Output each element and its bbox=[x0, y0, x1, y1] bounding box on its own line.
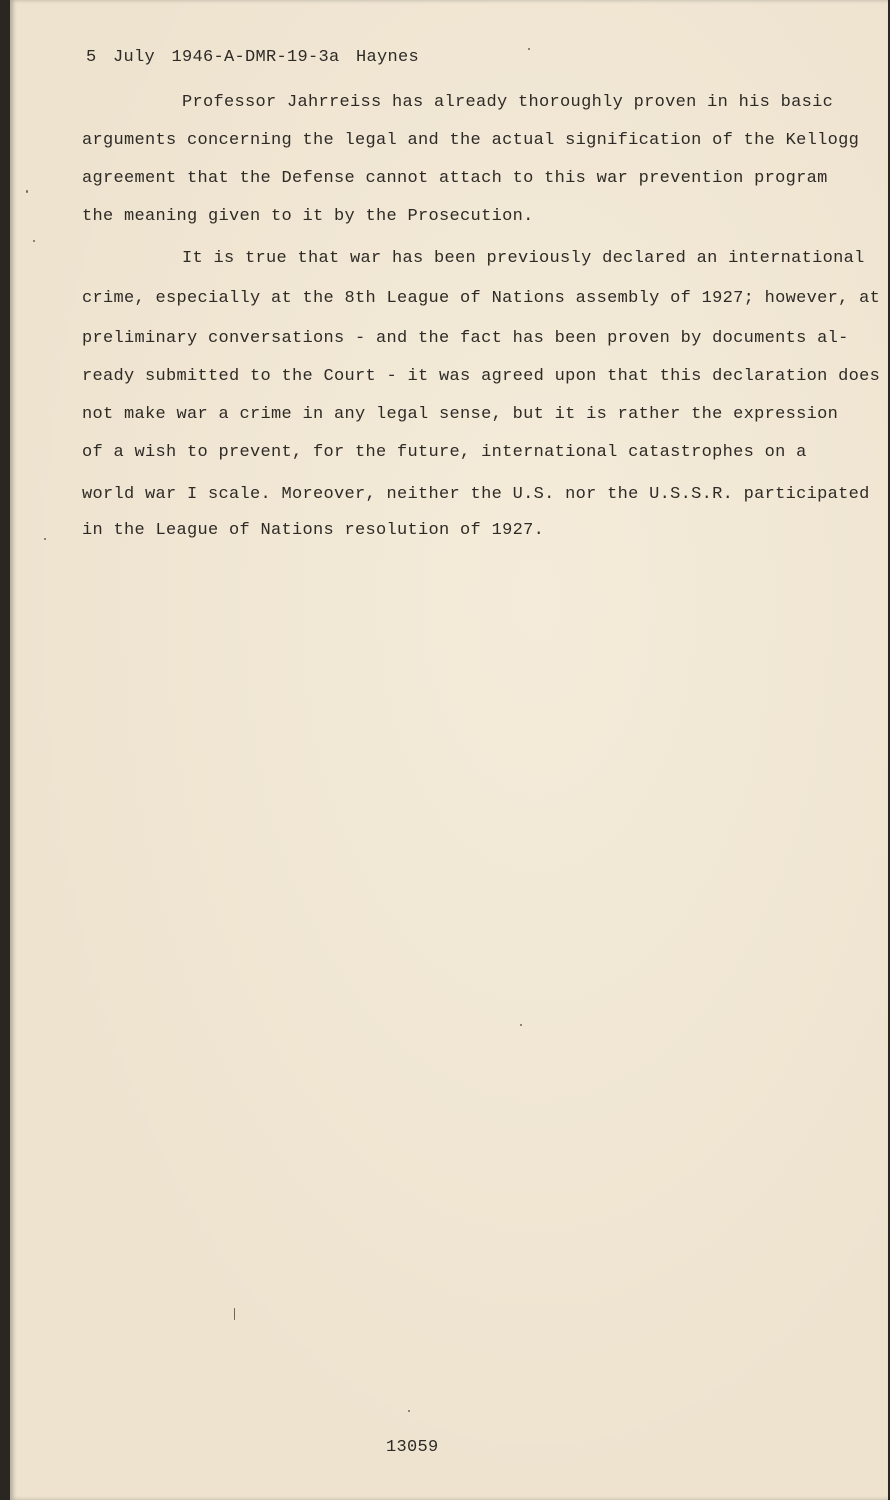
text-line: the meaning given to it by the Prosecution. bbox=[82, 207, 534, 226]
text-line: of a wish to prevent, for the future, international catastrophes on a bbox=[82, 443, 807, 462]
paper-mark bbox=[234, 1308, 235, 1320]
text-line: arguments concerning the legal and the actual signification of the Kellogg bbox=[82, 131, 860, 150]
paper-speck bbox=[528, 48, 530, 50]
text-line: Professor Jahrreiss has already thoroughly proven in his basic bbox=[182, 93, 834, 112]
paper-speck bbox=[44, 538, 46, 540]
text-line: It is true that war has been previously declared an international bbox=[182, 249, 865, 268]
text-line: ready submitted to the Court - it was agreed upon that this declaration does bbox=[82, 367, 881, 386]
text-line: in the League of Nations resolution of 1927. bbox=[82, 521, 545, 540]
document-header: 5 July 1946-A-DMR-19-3a Haynes bbox=[86, 48, 420, 67]
page-number: 13059 bbox=[386, 1438, 439, 1457]
text-line: world war I scale. Moreover, neither the U.S. nor the U.S.S.R. participated bbox=[82, 485, 870, 504]
text-line: not make war a crime in any legal sense, but it is rather the expression bbox=[82, 405, 839, 424]
paper-speck bbox=[26, 190, 28, 193]
paper-speck bbox=[33, 240, 35, 242]
text-line: preliminary conversations - and the fact has been proven by documents al- bbox=[82, 329, 849, 348]
paper-speck bbox=[520, 1024, 522, 1026]
document-page bbox=[10, 0, 888, 1500]
text-line: crime, especially at the 8th League of Nations assembly of 1927; however, at bbox=[82, 289, 881, 308]
text-line: agreement that the Defense cannot attach to this war prevention program bbox=[82, 169, 828, 188]
paper-speck bbox=[408, 1410, 410, 1412]
